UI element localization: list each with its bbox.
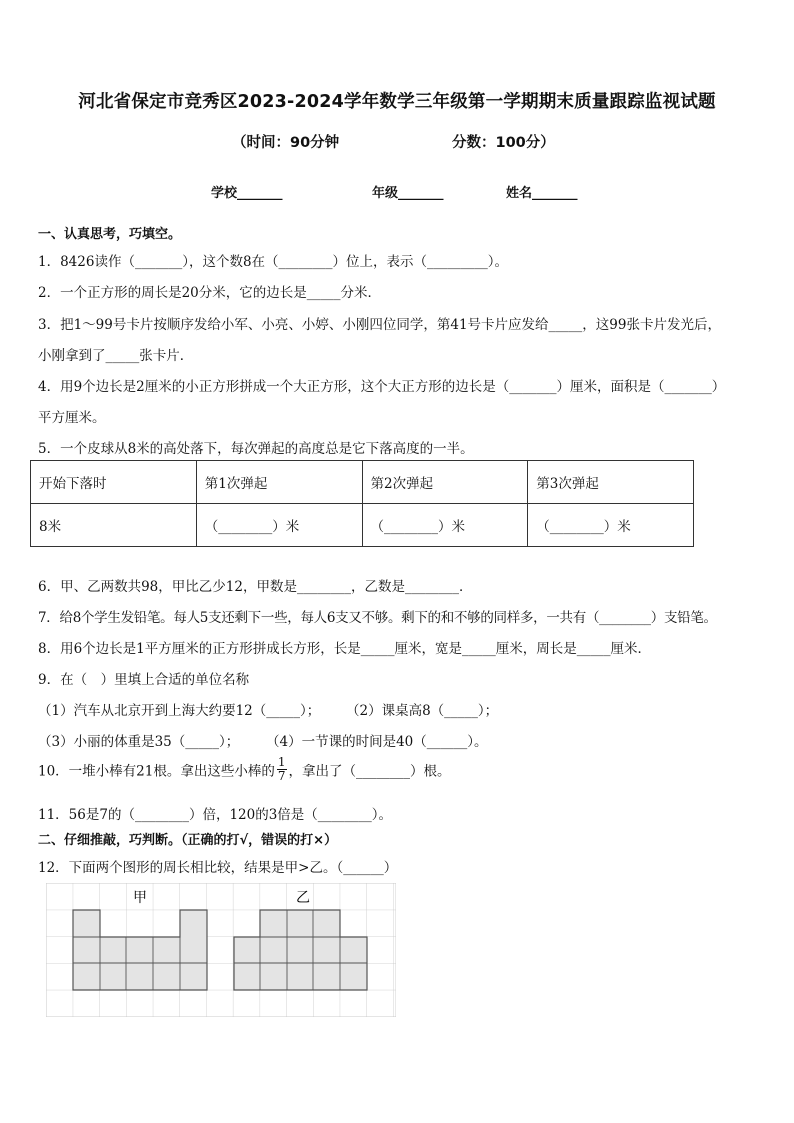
question-4-line-2: 平方厘米。 <box>38 410 106 426</box>
grade-field[interactable]: 年级_______ <box>372 186 444 201</box>
name-field[interactable]: 姓名_______ <box>506 186 578 201</box>
fraction-numerator: 1 <box>277 755 286 769</box>
table-row <box>31 504 694 547</box>
question-10-text-a: 10．一堆小棒有21根。拿出这些小棒的 <box>38 763 275 780</box>
table-cell: 开始下落时 <box>31 461 197 504</box>
question-10 <box>38 756 451 783</box>
question-3-line-1: 3．把1～99号卡片按顺序发给小军、小亮、小婷、小刚四位同学，第41号卡片应发给_____，这99张卡片发光后， <box>38 317 721 333</box>
answer-blank[interactable]: （________）米 <box>196 504 362 547</box>
school-field[interactable]: 学校_______ <box>211 186 283 201</box>
question-9: 9．在（ ）里填上合适的单位名称 <box>38 672 250 688</box>
question-12: 12．下面两个图形的周长相比较，结果是甲>乙。（______） <box>38 860 398 876</box>
table-cell: 第2次弹起 <box>362 461 528 504</box>
question-3-line-2: 小刚拿到了_____张卡片． <box>38 348 194 364</box>
question-9-part-1: （1）汽车从北京开到上海大约要12（_____）； <box>38 703 321 719</box>
question-8: 8．用6个边长是1平方厘米的正方形拼成长方形，长是_____厘米，宽是_____厘米，周长是_____厘米． <box>38 641 652 657</box>
question-4-line-1: 4．用9个边长是2厘米的小正方形拼成一个大正方形，这个大正方形的边长是（_______）厘米，面积是（_______） <box>38 379 726 395</box>
fraction-denominator: 7 <box>277 769 286 783</box>
question-9-part-3: （3）小丽的体重是35（_____）； <box>38 734 240 750</box>
question-10-text-b: ，拿出了（________）根。 <box>288 763 451 780</box>
table-cell: 第3次弹起 <box>528 461 694 504</box>
question-9-part-4: （4）一节课的时间是40（______）。 <box>266 734 488 750</box>
exam-time: （时间：90分钟 <box>232 135 340 151</box>
section-2-title: 二、仔细推敲，巧判断。（正确的打√，错误的打×） <box>38 833 338 848</box>
fraction-one-seventh <box>277 756 287 783</box>
table-cell: 8米 <box>31 504 197 547</box>
question-9-part-2: （2）课桌高8（_____）； <box>346 703 499 719</box>
table-header-row <box>31 461 694 504</box>
grid-diagram <box>46 883 396 1017</box>
table-cell: 第1次弹起 <box>196 461 362 504</box>
perimeter-figure <box>46 883 396 1017</box>
question-5: 5．一个皮球从8米的高处落下，每次弹起的高度总是它下落高度的一半。 <box>38 441 474 457</box>
page-title: 河北省保定市竞秀区2023-2024学年数学三年级第一学期期末质量跟踪监视试题 <box>78 92 716 112</box>
answer-blank[interactable]: （________）米 <box>362 504 528 547</box>
exam-score: 分数：100分） <box>452 135 555 151</box>
question-7: 7．给8个学生发铅笔。每人5支还剩下一些，每人6支又不够。剩下的和不够的同样多，一共有（________）支铅笔。 <box>38 610 717 626</box>
question-11: 11．56是7的（________）倍，120的3倍是（________）。 <box>38 807 393 823</box>
bounce-table <box>30 460 694 547</box>
question-2: 2．一个正方形的周长是20分米，它的边长是_____分米． <box>38 285 382 301</box>
question-6: 6．甲、乙两数共98，甲比乙少12，甲数是________，乙数是________． <box>38 579 473 595</box>
label-jia: 甲 <box>133 890 147 906</box>
label-yi: 乙 <box>296 890 310 906</box>
section-1-title: 一、认真思考，巧填空。 <box>38 227 182 242</box>
answer-blank[interactable]: （________）米 <box>528 504 694 547</box>
question-1: 1．8426读作（_______），这个数8在（________）位上，表示（_________）。 <box>38 254 509 270</box>
